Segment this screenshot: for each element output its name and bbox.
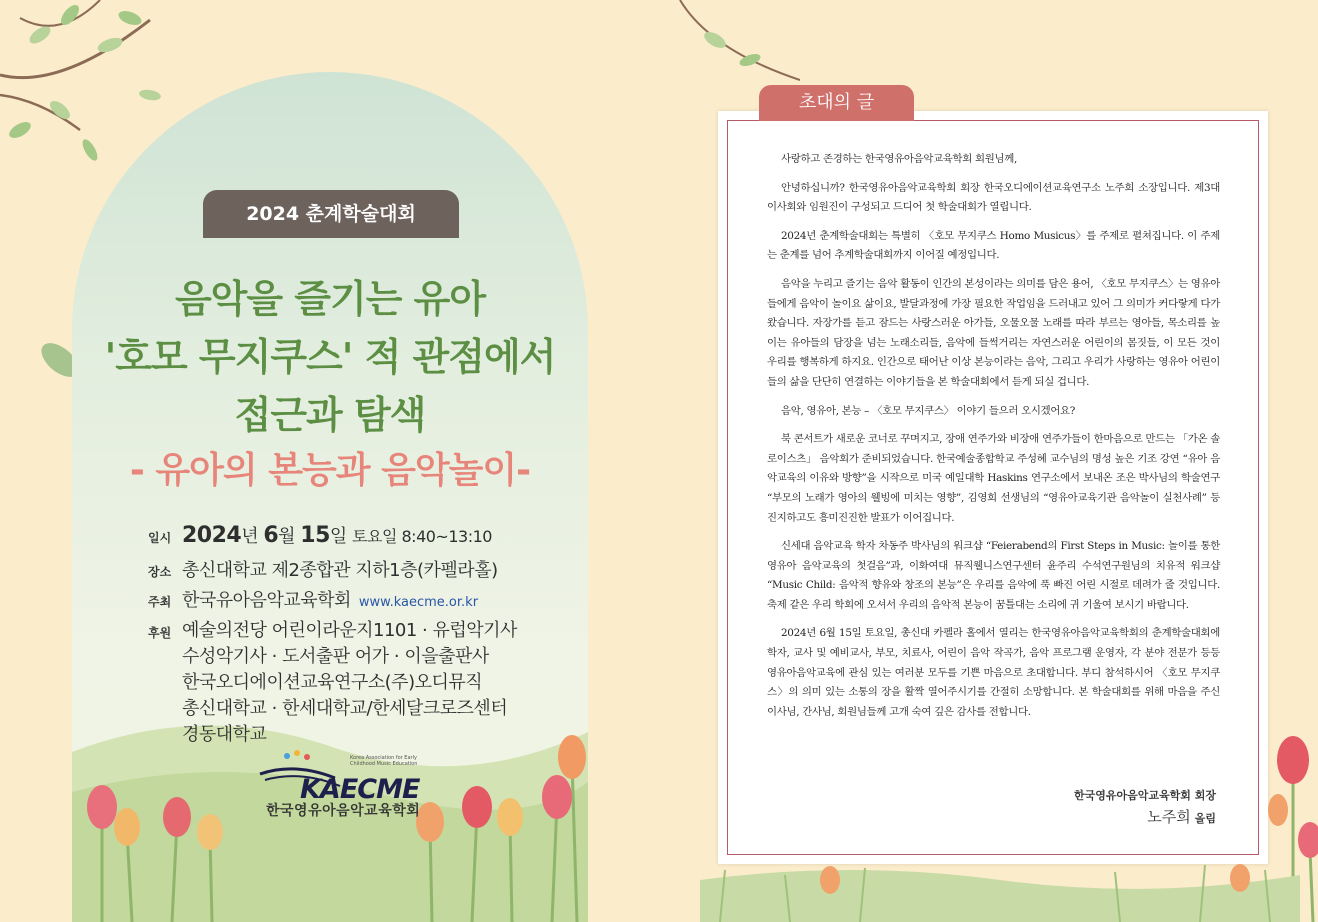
sponsor-list	[182, 618, 517, 748]
host-url-link[interactable]: www.kaecme.or.kr	[358, 595, 479, 610]
signoff-organization: 한국영유아음악교육학회 회장	[1074, 789, 1216, 802]
logo-korean-name: 한국영유아음악교육학회	[266, 803, 421, 819]
event-sponsor-row	[148, 618, 517, 748]
signoff-name: 노주희 올림	[1147, 808, 1216, 826]
poster-subtitle: - 유아의 본능과 음악놀이-	[129, 450, 531, 491]
poster-title-line-1: 음악을 즐기는 유아	[174, 277, 486, 321]
logo-wordmark: KAECME	[300, 774, 420, 805]
letter-paragraph: 2024년 6월 15일 토요일, 총신대 카펠라 홀에서 열리는 한국영유아음악교육학회의 춘계학술대회에 학자, 교사 및 예비교사, 부모, 치료사, 어린이 음악 작곡가, 음악 프로그램 운영자, 각 분야 전문가 등등 영유아음악교육에 관심 있는 여러분 모두를 기쁜 마음으로 초대합니다. 부디 참석하시어 〈호모 무지쿠스〉의 의미 있는 소통의 장을 활짝 열어주시기를 간절히 소망합니다. 본 학술대회를 위해 마음을 주신 이사님, 간사님, 회원님들께 고개 숙여 깊은 감사를 전합니다.	[767, 627, 1220, 718]
sponsor-key: 후원	[148, 626, 172, 640]
letter-paragraph: 음악을 누리고 즐기는 음악 활동이 인간의 본성이라는 의미를 담은 용어, 〈호모 무지쿠스〉는 영유아들에게 음악이 놀이요 삶이요, 발달과정에 가장 필요한 작업임을 드러내고 있어 그 의미가 커다랗게 다가왔습니다. 자장가를 듣고 잠드는 사랑스러운 아가들, 오물오물 노래를 따라 부르는 영아들, 목소리를 높이는 유아들의 담장을 넘는 노래소리들, 음악에 들썩거리는 자연스러운 어린이의 몸짓들, 이 모든 것이 우리를 행복하게 하지요. 인간으로 태어난 이상 본능이라는 음악, 그리고 우리가 사랑하는 영유아 어린이들의 삶을 단단히 연결하는 이야기들을 본 학술대회에서 듣게 되실 겁니다.	[767, 277, 1220, 388]
poster-title-line-2: '호모 무지쿠스' 적 관점에서	[104, 335, 556, 379]
event-name-tab: 2024 춘계학술대회	[203, 190, 459, 238]
event-place-row	[148, 556, 498, 582]
sponsor-line: 경동대학교	[182, 724, 267, 745]
sponsor-line: 한국오디에이션교육연구소(주)오디뮤직	[182, 672, 483, 693]
letter-paragraph: 북 콘서트가 새로운 코너로 꾸며지고, 장애 연주가와 비장애 연주가들이 한마음으로 만드는 「가온 솔로이스츠」 음악회가 준비되었습니다. 한국예술종합학교 주성혜 교수님의 명성 높은 기조 강연 “유아 음악교육의 이유와 방향”을 시작으로 미국 예일대학 Haskins 연구소에서 보내온 조은 박사님의 학술연구 “부모의 노래가 영아의 웰빙에 미치는 영향”, 김영희 선생님의 “영유아교육기관 음악놀이 실천사례” 등 진지하고도 흥미진진한 발표가 이어집니다.	[767, 433, 1220, 524]
letter-paragraph: 안녕하십니까? 한국영유아음악교육학회 회장 한국오디에이션교육연구소 노주희 소장입니다. 제3대 이사회와 임원진이 구성되고 드디어 첫 학술대회가 열립니다.	[767, 181, 1220, 214]
date-key: 일시	[148, 531, 172, 545]
logo-english-caption: Korea Association for Early Childhood Music Education	[350, 755, 418, 767]
sponsor-line: 예술의전당 어린이라운지1101 · 유럽악기사	[182, 620, 517, 641]
host-key: 주최	[148, 595, 172, 609]
event-host-row	[148, 586, 478, 612]
poster-title-line-3: 접근과 탐색	[234, 393, 426, 437]
event-date-row	[148, 522, 492, 548]
sponsor-line: 수성악기사 · 도서출판 어가 · 이을출판사	[182, 646, 489, 667]
letter-paragraph: 신세대 음악교육 학자 차동주 박사님의 워크샵 “Feierabend의 First Steps in Music: 놀이를 통한 영유아 음악교육의 첫걸음”과, 이화여대 뮤직웰니스연구센터 윤주리 수석연구원님의 치유적 워크샵 “Music Child: 음악적 향유와 창조의 본능”은 우리를 음악에 푹 빠진 어린 시절로 데려가 줄 것입니다. 축제 같은 우리 학회에 오셔서 우리의 음악적 본능이 꿈틀대는 소리에 귀 기울여 보시기 바랍니다.	[767, 540, 1220, 611]
letter-paragraph: 2024년 춘계학술대회는 특별히 〈호모 무지쿠스 Homo Musicus〉를 주제로 펼쳐집니다. 이 주제는 춘계를 넘어 추계학술대회까지 이어질 예정입니다.	[767, 229, 1220, 262]
letter-body	[767, 150, 1220, 731]
letter-paragraph: 음악, 영유아, 본능 – 〈호모 무지쿠스〉 이야기 들으러 오시겠어요?	[781, 404, 1076, 417]
letter-paragraph: 사랑하고 존경하는 한국영유아음악교육학회 회원님께,	[781, 153, 1017, 165]
event-date: 2024년 6월 15일 토요일 8:40~13:10	[182, 523, 492, 548]
letter-title-tab: 초대의 글	[759, 85, 914, 121]
sponsor-line: 총신대학교 · 한세대학교/한세달크로즈센터	[182, 698, 508, 719]
grass-decoration-icon	[700, 860, 1300, 922]
place-key: 장소	[148, 565, 172, 579]
event-place: 총신대학교 제2종합관 지하1층(카펠라홀)	[182, 560, 498, 581]
event-host: 한국유아음악교육학회	[182, 590, 351, 611]
